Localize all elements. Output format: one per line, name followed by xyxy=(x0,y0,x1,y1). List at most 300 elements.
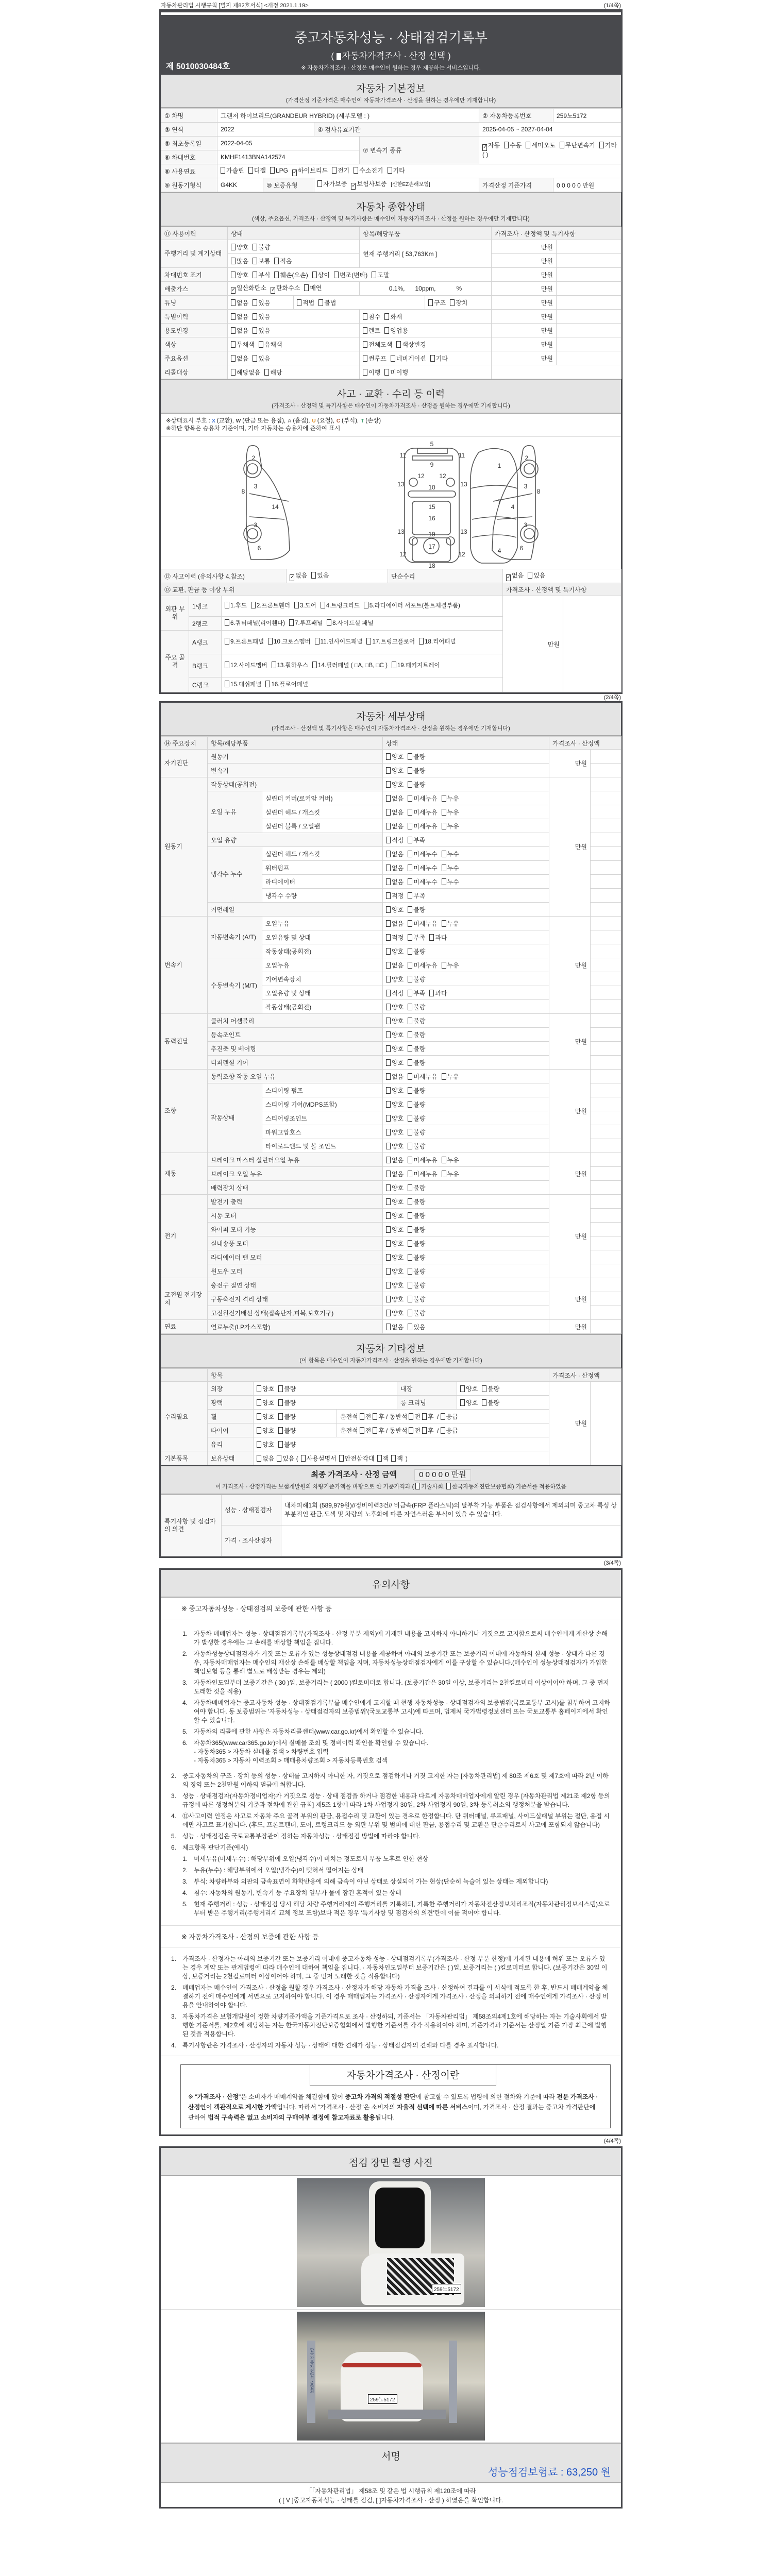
option[interactable] xyxy=(386,920,404,927)
checkbox[interactable] xyxy=(231,355,236,362)
checkbox[interactable] xyxy=(231,299,236,306)
checkbox[interactable] xyxy=(278,1441,283,1448)
checkbox[interactable] xyxy=(278,1399,283,1406)
option[interactable] xyxy=(253,258,270,265)
checkbox[interactable] xyxy=(334,272,339,278)
option[interactable] xyxy=(408,1171,437,1178)
checkbox[interactable] xyxy=(408,1101,412,1108)
option[interactable] xyxy=(428,299,446,307)
option[interactable] xyxy=(442,962,459,969)
option[interactable] xyxy=(317,180,347,188)
option[interactable] xyxy=(386,809,404,816)
checkbox[interactable] xyxy=(386,1198,391,1205)
checkbox[interactable] xyxy=(386,1171,391,1177)
option[interactable] xyxy=(265,682,308,688)
checkbox[interactable] xyxy=(264,369,269,376)
option[interactable] xyxy=(363,327,380,334)
checkbox[interactable] xyxy=(384,369,389,376)
checkbox[interactable] xyxy=(339,1455,344,1462)
option[interactable] xyxy=(408,878,437,886)
checkbox[interactable] xyxy=(221,167,225,174)
option[interactable] xyxy=(408,1282,425,1289)
checkbox[interactable] xyxy=(231,341,236,348)
checkbox[interactable] xyxy=(363,369,367,376)
checkbox[interactable] xyxy=(225,681,229,687)
checkbox[interactable] xyxy=(231,327,236,334)
checkbox[interactable] xyxy=(225,619,229,626)
option[interactable] xyxy=(408,753,425,760)
option[interactable] xyxy=(408,962,437,969)
option[interactable] xyxy=(386,1045,404,1053)
checkbox[interactable] xyxy=(257,1427,261,1434)
checkbox[interactable] xyxy=(318,299,323,306)
checkbox[interactable] xyxy=(386,865,391,871)
option[interactable] xyxy=(289,620,323,626)
option[interactable] xyxy=(274,272,308,279)
checkbox[interactable] xyxy=(377,1455,382,1462)
option[interactable] xyxy=(253,355,270,362)
checkbox[interactable] xyxy=(386,1115,391,1122)
option[interactable] xyxy=(278,1441,296,1448)
checkbox[interactable] xyxy=(430,355,435,362)
option[interactable] xyxy=(419,639,456,645)
option[interactable] xyxy=(408,892,425,900)
option[interactable] xyxy=(429,990,447,997)
checkbox[interactable] xyxy=(386,795,391,802)
checkbox[interactable] xyxy=(408,1031,412,1038)
option[interactable] xyxy=(372,272,389,279)
option[interactable] xyxy=(408,1296,425,1303)
checkbox[interactable] xyxy=(257,1455,261,1462)
checkbox[interactable] xyxy=(312,272,317,278)
option[interactable] xyxy=(253,244,270,251)
checkbox[interactable] xyxy=(265,681,270,687)
checkbox[interactable] xyxy=(225,662,229,668)
option[interactable] xyxy=(408,781,425,788)
checkbox[interactable] xyxy=(253,244,257,250)
option[interactable] xyxy=(257,1413,274,1420)
checkbox[interactable] xyxy=(408,892,412,899)
option[interactable] xyxy=(408,1129,425,1136)
option[interactable] xyxy=(386,1073,404,1080)
option[interactable] xyxy=(442,795,459,802)
option[interactable] xyxy=(231,355,248,362)
option[interactable] xyxy=(386,1087,404,1094)
option[interactable] xyxy=(257,1441,274,1448)
option[interactable] xyxy=(442,920,459,927)
checkbox[interactable] xyxy=(386,1087,391,1094)
option[interactable] xyxy=(259,341,282,348)
option[interactable] xyxy=(384,327,408,334)
checkbox[interactable] xyxy=(386,948,391,955)
checkbox[interactable] xyxy=(354,167,358,174)
checkbox[interactable] xyxy=(272,662,276,668)
checkbox[interactable] xyxy=(428,299,433,306)
option[interactable] xyxy=(408,1087,425,1094)
checkbox[interactable] xyxy=(419,638,424,645)
option[interactable] xyxy=(386,1184,404,1192)
checkbox[interactable] xyxy=(253,355,257,362)
option[interactable] xyxy=(270,167,288,174)
option[interactable] xyxy=(408,1198,425,1206)
checkbox[interactable] xyxy=(429,934,434,941)
checkbox[interactable] xyxy=(386,1254,391,1261)
checkbox[interactable] xyxy=(408,1254,412,1261)
option[interactable] xyxy=(386,906,404,913)
checkbox[interactable] xyxy=(386,1004,391,1010)
checkbox[interactable] xyxy=(373,1427,377,1434)
checkbox[interactable] xyxy=(408,934,412,941)
checkbox[interactable] xyxy=(304,284,309,291)
option[interactable] xyxy=(408,1143,425,1150)
option[interactable] xyxy=(386,795,404,802)
option[interactable] xyxy=(408,1254,425,1261)
option[interactable] xyxy=(408,1018,425,1025)
option[interactable] xyxy=(526,142,555,149)
option[interactable] xyxy=(231,299,248,307)
checkbox[interactable] xyxy=(363,355,367,362)
checkbox[interactable] xyxy=(482,144,487,151)
option[interactable] xyxy=(460,1385,478,1393)
option[interactable] xyxy=(327,620,373,626)
checkbox[interactable] xyxy=(408,753,412,760)
checkbox[interactable] xyxy=(259,341,263,348)
option[interactable] xyxy=(396,341,426,348)
option[interactable] xyxy=(528,572,545,579)
option[interactable] xyxy=(290,572,307,579)
option[interactable] xyxy=(506,572,524,579)
option[interactable] xyxy=(231,369,260,376)
option[interactable] xyxy=(386,1171,404,1178)
option[interactable] xyxy=(225,603,247,609)
checkbox[interactable] xyxy=(364,602,368,608)
option[interactable] xyxy=(386,1296,404,1303)
checkbox[interactable] xyxy=(442,962,446,969)
option[interactable] xyxy=(366,639,415,645)
option[interactable] xyxy=(386,837,404,844)
checkbox[interactable] xyxy=(315,638,320,645)
option[interactable] xyxy=(386,1268,404,1275)
option[interactable] xyxy=(292,167,328,174)
checkbox[interactable] xyxy=(391,355,395,362)
option[interactable] xyxy=(408,865,437,872)
checkbox[interactable] xyxy=(386,906,391,913)
option[interactable] xyxy=(351,180,386,188)
option[interactable] xyxy=(442,809,459,816)
checkbox[interactable] xyxy=(231,244,236,250)
checkbox[interactable] xyxy=(274,258,279,264)
checkbox[interactable] xyxy=(270,167,275,174)
checkbox[interactable] xyxy=(408,851,412,857)
checkbox[interactable] xyxy=(386,976,391,982)
option[interactable] xyxy=(225,682,261,688)
checkbox[interactable] xyxy=(257,1441,261,1448)
checkbox[interactable] xyxy=(386,920,391,927)
checkbox[interactable] xyxy=(460,1399,465,1406)
option[interactable] xyxy=(354,167,383,174)
checkbox[interactable] xyxy=(442,920,446,927)
checkbox[interactable] xyxy=(311,572,316,579)
option[interactable] xyxy=(408,1184,425,1192)
checkbox[interactable] xyxy=(441,1427,445,1434)
checkbox[interactable] xyxy=(408,1087,412,1094)
option[interactable] xyxy=(386,1324,404,1331)
option[interactable] xyxy=(297,299,314,307)
checkbox[interactable] xyxy=(408,837,412,843)
option[interactable] xyxy=(251,603,290,609)
option[interactable] xyxy=(304,284,322,292)
option[interactable] xyxy=(384,313,402,320)
option[interactable] xyxy=(253,299,270,307)
checkbox[interactable] xyxy=(386,1268,391,1275)
option[interactable] xyxy=(257,1385,274,1393)
option[interactable] xyxy=(408,1240,425,1247)
option[interactable] xyxy=(442,1157,459,1164)
checkbox[interactable] xyxy=(257,1413,261,1420)
option[interactable] xyxy=(408,1045,425,1053)
option[interactable] xyxy=(391,355,426,362)
checkbox[interactable] xyxy=(392,662,396,668)
option[interactable] xyxy=(442,1073,459,1080)
option[interactable] xyxy=(225,620,285,626)
checkbox[interactable] xyxy=(268,638,273,645)
option[interactable] xyxy=(408,1004,425,1011)
checkbox[interactable] xyxy=(363,327,367,334)
option[interactable] xyxy=(253,313,270,320)
checkbox[interactable] xyxy=(231,313,236,320)
option[interactable] xyxy=(334,272,367,279)
checkbox[interactable] xyxy=(386,962,391,969)
checkbox[interactable] xyxy=(351,183,356,190)
option[interactable] xyxy=(321,603,360,609)
checkbox[interactable] xyxy=(422,1413,427,1420)
checkbox[interactable] xyxy=(408,1226,412,1233)
option[interactable] xyxy=(231,284,266,292)
option[interactable] xyxy=(278,1413,296,1420)
checkbox[interactable] xyxy=(408,990,412,996)
option[interactable] xyxy=(278,1385,296,1393)
option[interactable] xyxy=(268,639,311,645)
checkbox[interactable] xyxy=(408,1324,412,1330)
checkbox[interactable] xyxy=(327,619,331,626)
option[interactable] xyxy=(386,1310,404,1317)
checkbox[interactable] xyxy=(408,976,412,982)
checkbox[interactable] xyxy=(560,142,564,148)
option[interactable] xyxy=(363,369,380,376)
checkbox[interactable] xyxy=(408,781,412,788)
option[interactable] xyxy=(278,1399,296,1406)
checkbox[interactable] xyxy=(231,272,236,278)
checkbox[interactable] xyxy=(442,878,446,885)
option[interactable] xyxy=(274,258,292,265)
checkbox[interactable] xyxy=(408,865,412,871)
checkbox[interactable] xyxy=(460,1385,465,1392)
option[interactable] xyxy=(442,865,459,872)
checkbox[interactable] xyxy=(408,962,412,969)
checkbox[interactable] xyxy=(386,767,391,774)
option[interactable] xyxy=(386,823,404,830)
checkbox[interactable] xyxy=(386,1073,391,1080)
option[interactable] xyxy=(386,1129,404,1136)
checkbox[interactable] xyxy=(386,1143,391,1149)
checkbox[interactable] xyxy=(253,313,257,320)
checkbox[interactable] xyxy=(442,851,446,857)
checkbox[interactable] xyxy=(408,1143,412,1149)
option[interactable] xyxy=(386,990,404,997)
option[interactable] xyxy=(442,878,459,886)
checkbox[interactable] xyxy=(506,574,511,581)
option[interactable] xyxy=(408,1212,425,1219)
checkbox[interactable] xyxy=(386,823,391,829)
option[interactable] xyxy=(386,1031,404,1039)
option[interactable] xyxy=(318,299,336,307)
checkbox[interactable] xyxy=(373,1413,377,1420)
option[interactable] xyxy=(386,1059,404,1066)
checkbox[interactable] xyxy=(386,753,391,760)
select-checkbox[interactable] xyxy=(337,53,341,60)
checkbox[interactable] xyxy=(321,602,325,608)
option[interactable] xyxy=(386,1018,404,1025)
checkbox[interactable] xyxy=(408,1171,412,1177)
option[interactable] xyxy=(386,1115,404,1122)
option[interactable] xyxy=(442,1171,459,1178)
checkbox[interactable] xyxy=(231,258,236,264)
checkbox[interactable] xyxy=(396,341,401,348)
checkbox[interactable] xyxy=(408,920,412,927)
option[interactable] xyxy=(408,767,425,774)
checkbox[interactable] xyxy=(408,878,412,885)
option[interactable] xyxy=(408,990,425,997)
option[interactable] xyxy=(386,865,404,872)
checkbox[interactable] xyxy=(289,619,294,626)
option[interactable] xyxy=(364,603,460,609)
checkbox[interactable] xyxy=(408,906,412,913)
checkbox[interactable] xyxy=(290,574,294,581)
option[interactable] xyxy=(386,1226,404,1233)
option[interactable] xyxy=(253,327,270,334)
option[interactable] xyxy=(408,823,437,830)
checkbox[interactable] xyxy=(386,1282,391,1289)
checkbox[interactable] xyxy=(450,299,455,306)
checkbox[interactable] xyxy=(429,990,434,996)
checkbox[interactable] xyxy=(225,638,229,645)
option[interactable] xyxy=(278,1427,296,1434)
checkbox[interactable] xyxy=(408,1212,412,1219)
option[interactable] xyxy=(442,823,459,830)
checkbox[interactable] xyxy=(408,948,412,955)
checkbox[interactable] xyxy=(408,795,412,802)
checkbox[interactable] xyxy=(317,180,322,187)
option[interactable] xyxy=(408,948,425,955)
checkbox[interactable] xyxy=(278,1427,283,1434)
checkbox[interactable] xyxy=(386,990,391,996)
checkbox[interactable] xyxy=(441,1413,445,1420)
checkbox[interactable] xyxy=(391,1455,396,1462)
option[interactable] xyxy=(386,1240,404,1247)
option[interactable] xyxy=(386,1143,404,1150)
checkbox[interactable] xyxy=(408,1018,412,1024)
checkbox[interactable] xyxy=(278,1385,283,1392)
option[interactable] xyxy=(231,341,255,348)
checkbox[interactable] xyxy=(408,1184,412,1191)
option[interactable] xyxy=(408,1310,425,1317)
checkbox[interactable] xyxy=(442,823,446,829)
option[interactable] xyxy=(408,1101,425,1108)
checkbox[interactable] xyxy=(386,1018,391,1024)
checkbox[interactable] xyxy=(504,142,509,148)
option[interactable] xyxy=(386,851,404,858)
option[interactable] xyxy=(386,1254,404,1261)
option[interactable] xyxy=(408,920,437,927)
checkbox[interactable] xyxy=(446,1483,451,1489)
checkbox[interactable] xyxy=(257,1399,261,1406)
checkbox[interactable] xyxy=(442,1157,446,1163)
checkbox[interactable] xyxy=(386,1101,391,1108)
checkbox[interactable] xyxy=(482,1399,486,1406)
option[interactable] xyxy=(386,948,404,955)
option[interactable] xyxy=(315,639,363,645)
option[interactable] xyxy=(221,167,244,174)
checkbox[interactable] xyxy=(408,1073,412,1080)
checkbox[interactable] xyxy=(386,1212,391,1219)
option[interactable] xyxy=(384,369,408,376)
option[interactable] xyxy=(386,1282,404,1289)
checkbox[interactable] xyxy=(372,272,376,278)
option[interactable] xyxy=(312,272,330,279)
checkbox[interactable] xyxy=(386,1129,391,1136)
price-survey-select[interactable]: ( 자동차가격조사 · 산정 선택 ) xyxy=(331,51,451,61)
option[interactable] xyxy=(386,1101,404,1108)
option[interactable] xyxy=(386,753,404,760)
option[interactable] xyxy=(363,355,386,362)
option[interactable] xyxy=(253,272,270,279)
checkbox[interactable] xyxy=(253,258,257,264)
checkbox[interactable] xyxy=(384,313,389,320)
checkbox[interactable] xyxy=(312,662,317,668)
checkbox[interactable] xyxy=(386,837,391,843)
checkbox[interactable] xyxy=(301,1455,306,1462)
checkbox[interactable] xyxy=(442,865,446,871)
option[interactable] xyxy=(231,272,248,279)
option[interactable] xyxy=(460,1399,478,1406)
checkbox[interactable] xyxy=(278,1413,283,1420)
checkbox[interactable] xyxy=(526,142,530,148)
option[interactable] xyxy=(408,851,437,858)
option[interactable] xyxy=(408,1268,425,1275)
checkbox[interactable] xyxy=(408,1045,412,1052)
checkbox[interactable] xyxy=(386,878,391,885)
option[interactable] xyxy=(482,1385,499,1393)
checkbox[interactable] xyxy=(292,170,297,176)
option[interactable] xyxy=(482,142,500,149)
option[interactable] xyxy=(272,663,308,669)
option[interactable] xyxy=(386,1157,404,1164)
option[interactable] xyxy=(231,244,248,251)
checkbox[interactable] xyxy=(253,272,257,278)
checkbox[interactable] xyxy=(363,341,367,348)
checkbox[interactable] xyxy=(599,142,604,148)
option[interactable] xyxy=(231,327,248,334)
checkbox[interactable] xyxy=(408,1240,412,1247)
checkbox[interactable] xyxy=(386,851,391,857)
checkbox[interactable] xyxy=(332,167,337,174)
option[interactable] xyxy=(294,603,316,609)
checkbox[interactable] xyxy=(360,1427,364,1434)
checkbox[interactable] xyxy=(386,1059,391,1066)
checkbox[interactable] xyxy=(415,1483,420,1489)
checkbox[interactable] xyxy=(386,1157,391,1163)
option[interactable] xyxy=(408,1073,437,1080)
